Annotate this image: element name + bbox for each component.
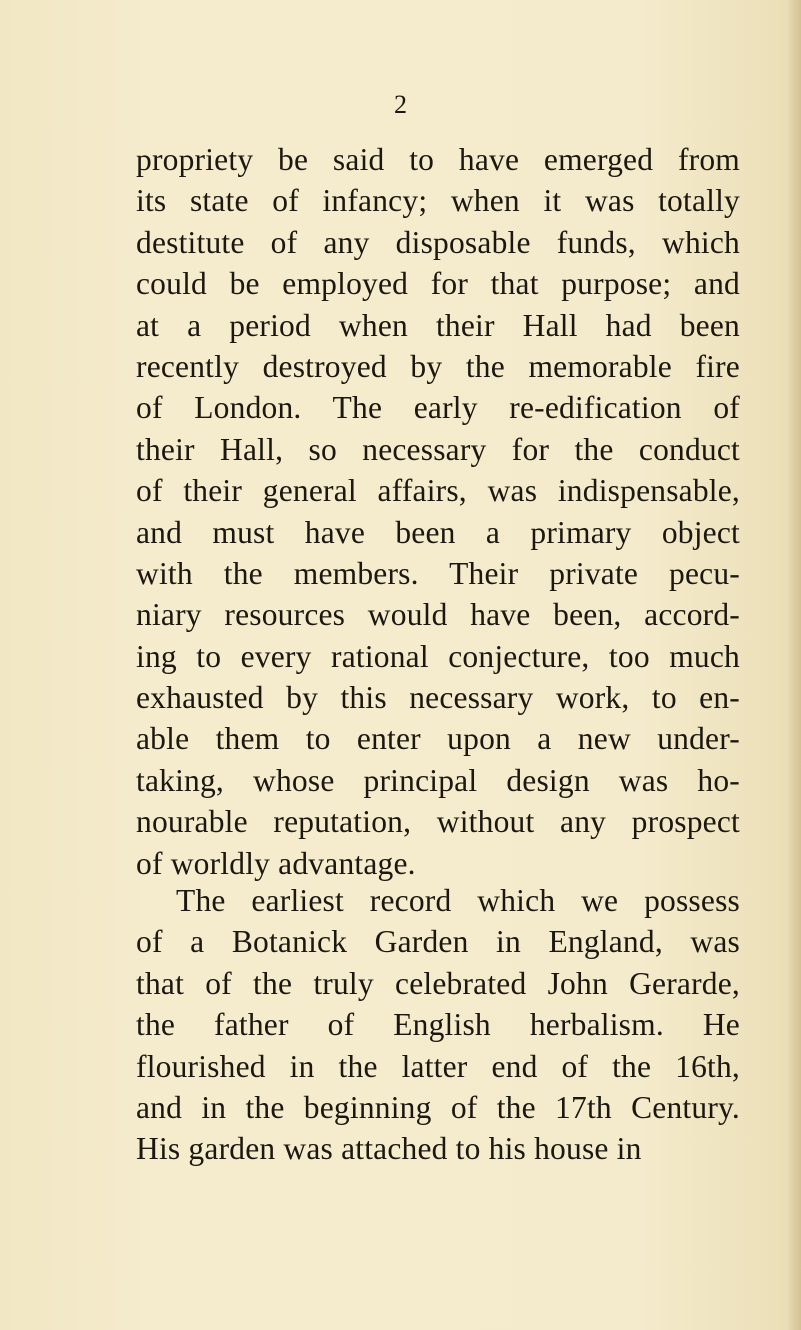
text-line: nourable reputation, without any prospect [136, 804, 740, 840]
page-edge-shadow [787, 0, 801, 1330]
text-line: with the members. Their private pecu- [136, 555, 740, 591]
paragraph-1 [136, 139, 740, 884]
text-line: of worldly advantage. [136, 845, 416, 881]
text-line: and must have been a primary object [136, 514, 740, 550]
text-line: ing to every rational conjecture, too much [136, 638, 740, 674]
page-number: 2 [394, 90, 407, 119]
text-line: niary resources would have been, accord- [136, 597, 740, 633]
text-line: The earliest record which we possess [176, 883, 740, 918]
text-line: its state of infancy; when it was totally [136, 183, 740, 219]
text-line: recently destroyed by the memorable fire [136, 348, 740, 384]
text-line: the father of English herbalism. He [136, 1007, 740, 1043]
text-line: taking, whose principal design was ho- [136, 762, 740, 798]
text-line: His garden was attached to his house in [136, 1131, 642, 1167]
text-line: could be employed for that purpose; and [136, 266, 740, 302]
text-line: their Hall, so necessary for the conduct [136, 431, 740, 467]
paragraph-2 [136, 880, 740, 1170]
text-line: of London. The early re-edification of [136, 390, 740, 426]
text-line: propriety be said to have emerged from [136, 142, 740, 177]
text-line: destitute of any disposable funds, which [136, 224, 740, 260]
text-line: at a period when their Hall had been [136, 307, 740, 343]
text-line: and in the beginning of the 17th Century. [136, 1089, 740, 1125]
text-line: exhausted by this necessary work, to en- [136, 680, 740, 716]
text-line: able them to enter upon a new under- [136, 721, 740, 757]
text-line: that of the truly celebrated John Gerarde, [136, 965, 740, 1001]
text-line: flourished in the latter end of the 16th, [136, 1048, 740, 1084]
text-line: of a Botanick Garden in England, was [136, 924, 740, 960]
text-line: of their general affairs, was indispensable, [136, 473, 740, 509]
